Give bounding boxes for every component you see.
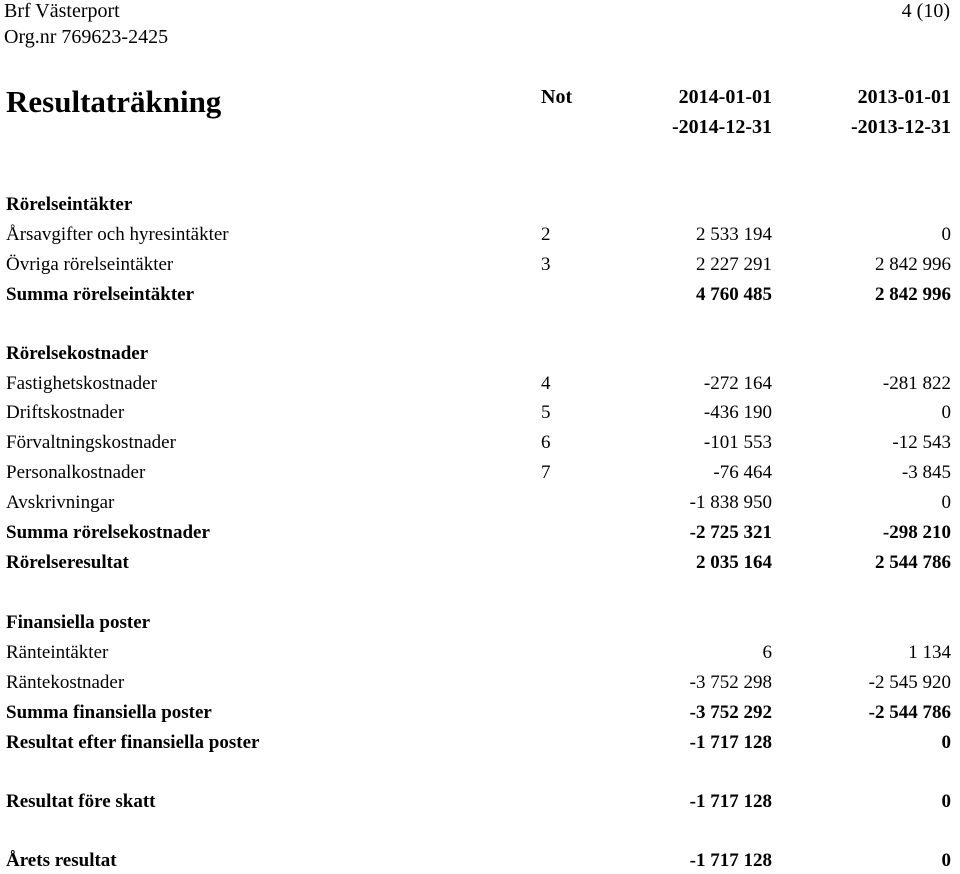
table-row xyxy=(0,670,960,696)
row-value-previous: 0 xyxy=(941,850,951,871)
table-row xyxy=(0,490,960,516)
row-label: Resultat före skatt xyxy=(6,791,156,812)
row-label: Avskrivningar xyxy=(6,492,115,513)
row-note: 4 xyxy=(541,373,551,394)
previous-period-end: -2013-12-31 xyxy=(851,116,951,138)
row-value-previous: -2 545 920 xyxy=(868,672,951,693)
note-column-header: Not xyxy=(541,86,573,108)
row-label: Förvaltningskostnader xyxy=(6,432,176,453)
row-value-previous: -281 822 xyxy=(882,373,951,394)
row-value-current: -101 553 xyxy=(703,432,772,453)
row-value-current: -272 164 xyxy=(703,373,772,394)
row-label: Finansiella poster xyxy=(6,612,151,633)
row-value-current: 6 xyxy=(762,642,772,663)
subtotal-row xyxy=(0,789,960,815)
subtotal-row xyxy=(0,700,960,726)
row-value-current: -1 717 128 xyxy=(689,791,772,812)
table-row xyxy=(0,371,960,397)
row-label: Övriga rörelseintäkter xyxy=(6,254,174,275)
table-row xyxy=(0,252,960,278)
row-label: Summa finansiella poster xyxy=(6,702,212,723)
total-row xyxy=(0,848,960,874)
row-label: Driftskostnader xyxy=(6,402,125,423)
row-label: Räntekostnader xyxy=(6,672,125,693)
row-value-current: 4 760 485 xyxy=(696,284,772,305)
row-label: Summa rörelseintäkter xyxy=(6,284,195,305)
row-note: 6 xyxy=(541,432,551,453)
row-value-current: 2 035 164 xyxy=(696,552,772,573)
table-row xyxy=(0,222,960,248)
row-label: Årets resultat xyxy=(6,850,117,871)
row-label: Resultat efter finansiella poster xyxy=(6,732,260,753)
company-name: Brf Västerport xyxy=(4,0,120,22)
row-label: Ränteintäkter xyxy=(6,642,109,663)
row-label: Rörelsekostnader xyxy=(6,343,149,364)
table-row xyxy=(0,430,960,456)
row-value-previous: 0 xyxy=(941,732,951,753)
row-value-current: -2 725 321 xyxy=(689,522,772,543)
subtotal-row xyxy=(0,730,960,756)
table-row xyxy=(0,640,960,666)
section-heading xyxy=(0,341,960,367)
row-value-current: -76 464 xyxy=(713,462,772,483)
subtotal-row xyxy=(0,550,960,576)
table-row xyxy=(0,400,960,426)
row-label: Summa rörelsekostnader xyxy=(6,522,210,543)
row-value-current: -1 717 128 xyxy=(689,850,772,871)
row-value-previous: -12 543 xyxy=(892,432,951,453)
previous-period-header xyxy=(851,82,951,142)
row-label: Rörelseresultat xyxy=(6,552,129,573)
row-note: 5 xyxy=(541,402,551,423)
row-value-previous: 0 xyxy=(941,402,951,423)
current-period-start: 2014-01-01 xyxy=(678,86,772,108)
section-heading xyxy=(0,192,960,218)
row-label: Personalkostnader xyxy=(6,462,146,483)
row-value-previous: 2 842 996 xyxy=(875,254,951,275)
row-value-current: -3 752 298 xyxy=(689,672,772,693)
row-value-previous: 1 134 xyxy=(908,642,951,663)
row-value-current: 2 533 194 xyxy=(696,224,772,245)
row-value-current: -436 190 xyxy=(703,402,772,423)
row-label: Fastighetskostnader xyxy=(6,373,157,394)
row-value-previous: -298 210 xyxy=(882,522,951,543)
row-value-previous: -3 845 xyxy=(901,462,951,483)
current-period-header xyxy=(672,82,772,142)
row-value-previous: 2 544 786 xyxy=(875,552,951,573)
org-number: Org.nr 769623-2425 xyxy=(4,26,169,48)
row-value-current: 2 227 291 xyxy=(696,254,772,275)
row-note: 3 xyxy=(541,254,551,275)
row-value-previous: 2 842 996 xyxy=(875,284,951,305)
row-value-previous: 0 xyxy=(941,224,951,245)
row-value-current: -3 752 292 xyxy=(689,702,772,723)
current-period-end: -2014-12-31 xyxy=(672,116,772,138)
section-heading xyxy=(0,610,960,636)
row-value-previous: -2 544 786 xyxy=(868,702,951,723)
row-label: Årsavgifter och hyresintäkter xyxy=(6,224,229,245)
row-value-current: -1 838 950 xyxy=(689,492,772,513)
table-row xyxy=(0,460,960,486)
page-number: 4 (10) xyxy=(901,0,950,22)
subtotal-row xyxy=(0,282,960,308)
row-note: 2 xyxy=(541,224,551,245)
row-label: Rörelseintäkter xyxy=(6,194,133,215)
row-value-previous: 0 xyxy=(941,492,951,513)
row-value-current: -1 717 128 xyxy=(689,732,772,753)
previous-period-start: 2013-01-01 xyxy=(857,86,951,108)
row-value-previous: 0 xyxy=(941,791,951,812)
page-title: Resultaträkning xyxy=(6,84,222,119)
subtotal-row xyxy=(0,520,960,546)
row-note: 7 xyxy=(541,462,551,483)
